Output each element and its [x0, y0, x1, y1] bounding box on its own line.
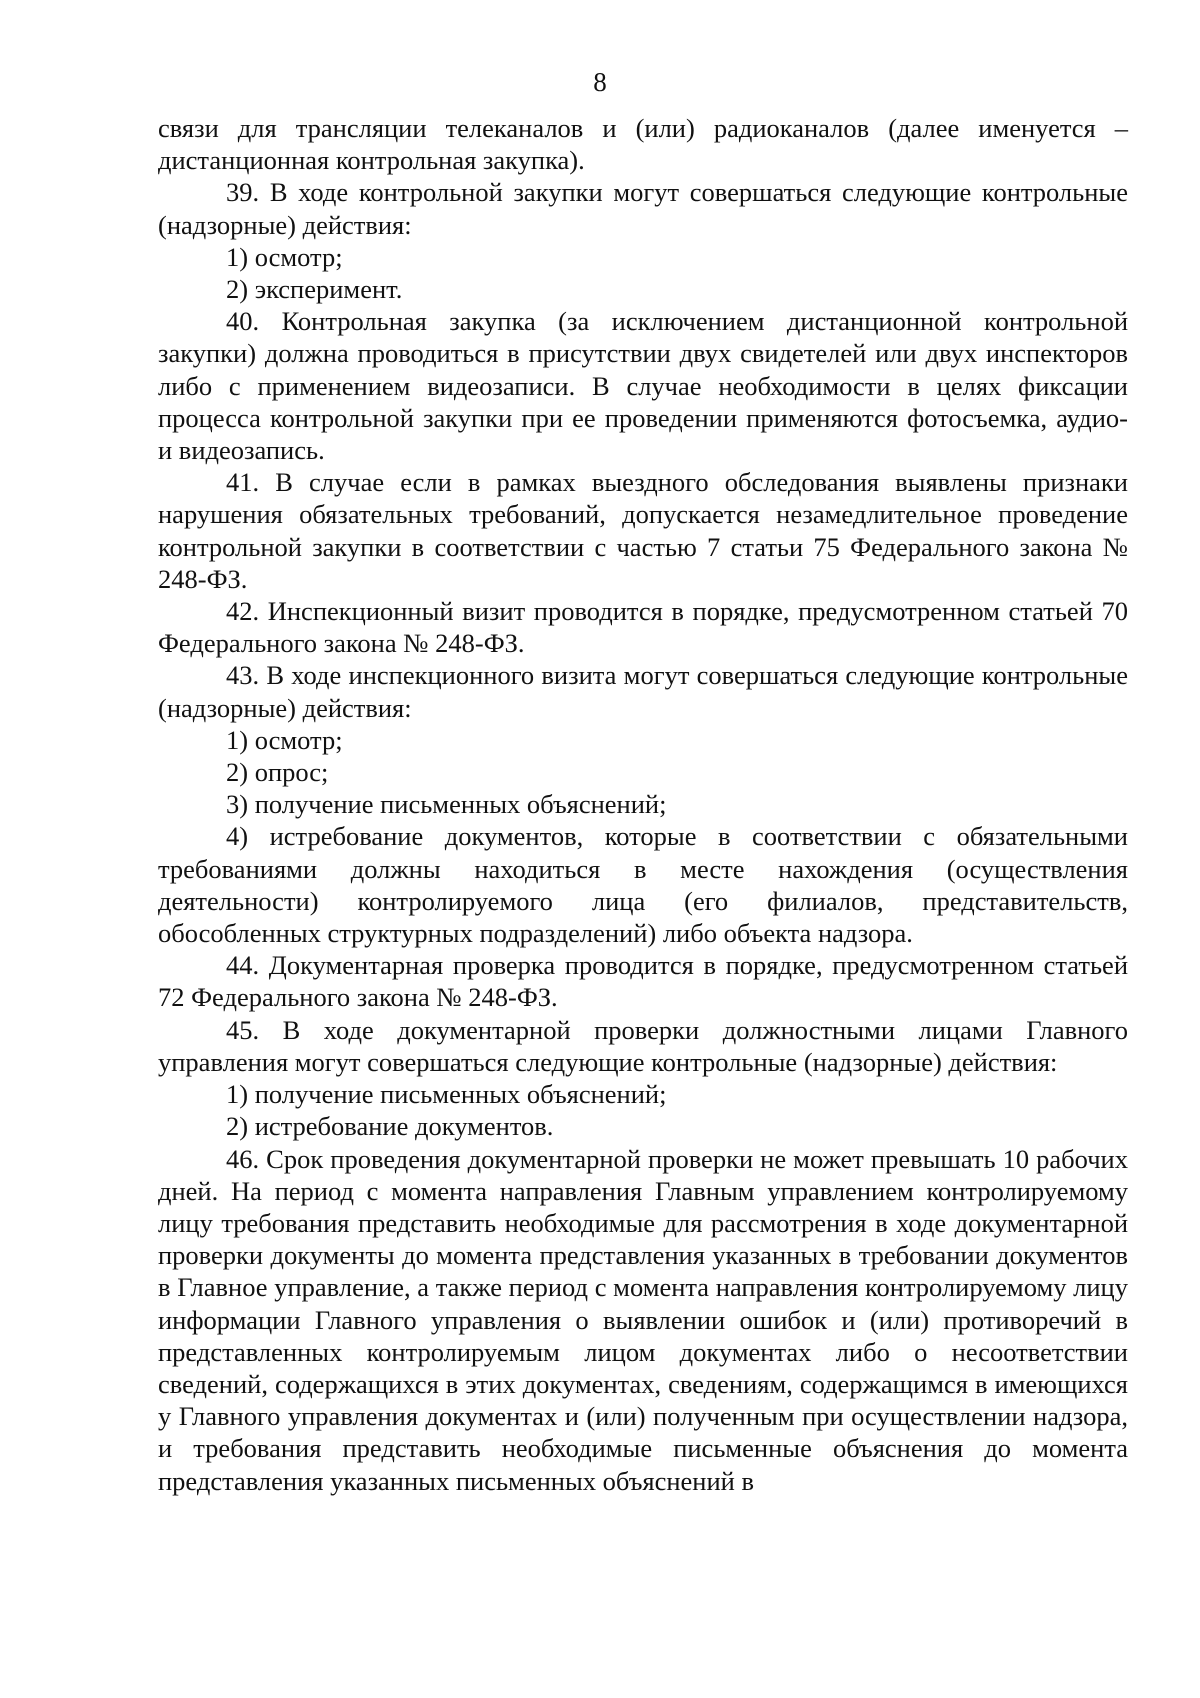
- list-item-written-explanations-2: 1) получение письменных объяснений;: [226, 1079, 667, 1110]
- document-body: [158, 112, 1128, 1497]
- list-item-written-explanations: 3) получение письменных объяснений;: [226, 789, 667, 820]
- paragraph-46: 46. Срок проведения документарной проверки не может превышать 10 рабочих дней. На период с момента направления Главным управлением контролируемому лицу требования представить необходимые для рассмотрения в ходе документарной проверки документы до момента представления указанных в требовании документов в Главное управление, а также период с момента направления контролируемому лицу информации Главного управления о выявлении ошибок и (или) противоречий в представленных контролируемым лицом документах либо о несоответствии сведений, содержащихся в этих документах, сведениям, содержащимся в имеющихся у Главного управления документах и (или) полученным при осуществлении надзора, и требования представить необходимые письменные объяснения до момента представления указанных письменных объяснений в: [158, 1143, 1128, 1496]
- list-item-inspection-2: 1) осмотр;: [226, 724, 343, 755]
- paragraph-43: 43. В ходе инспекционного визита могут совершаться следующие контрольные (надзорные) действия:: [158, 660, 1128, 723]
- paragraph-39: 39. В ходе контрольной закупки могут совершаться следующие контрольные (надзорные) действия:: [158, 177, 1128, 240]
- list-item-experiment: 2) эксперимент.: [226, 274, 403, 305]
- paragraph-41: 41. В случае если в рамках выездного обследования выявлены признаки нарушения обязательных требований, допускается незамедлительное проведение контрольной закупки в соответствии с частью 7 статьи 75 Федерального закона № 248-ФЗ.: [158, 467, 1128, 594]
- list-item-document-request: 4) истребование документов, которые в соответствии с обязательными требованиями должны находиться в месте нахождения (осуществления деятельности) контролируемого лица (его филиалов, представительств, обособленных структурных подразделений) либо объекта надзора.: [158, 821, 1128, 949]
- paragraph-continuation: связи для трансляции телеканалов и (или) радиоканалов (далее именуется – дистанционная контрольная закупка).: [158, 113, 1128, 176]
- paragraph-45: 45. В ходе документарной проверки должностными лицами Главного управления могут совершаться следующие контрольные (надзорные) действия:: [158, 1014, 1128, 1077]
- paragraph-44: 44. Документарная проверка проводится в порядке, предусмотренном статьей 72 Федерального закона № 248-ФЗ.: [158, 950, 1128, 1013]
- paragraph-40: 40. Контрольная закупка (за исключением дистанционной контрольной закупки) должна проводиться в присутствии двух свидетелей или двух инспекторов либо с применением видеозаписи. В случае необходимости в целях фиксации процесса контрольной закупки при ее проведении применяются фотосъемка, аудио- и видеозапись.: [158, 306, 1128, 466]
- list-item-survey: 2) опрос;: [226, 757, 329, 788]
- list-item-document-request-2: 2) истребование документов.: [226, 1111, 554, 1142]
- list-item-inspection: 1) осмотр;: [226, 241, 343, 272]
- page-number: 8: [593, 67, 607, 97]
- paragraph-42: 42. Инспекционный визит проводится в порядке, предусмотренном статьей 70 Федерального закона № 248-ФЗ.: [158, 596, 1128, 659]
